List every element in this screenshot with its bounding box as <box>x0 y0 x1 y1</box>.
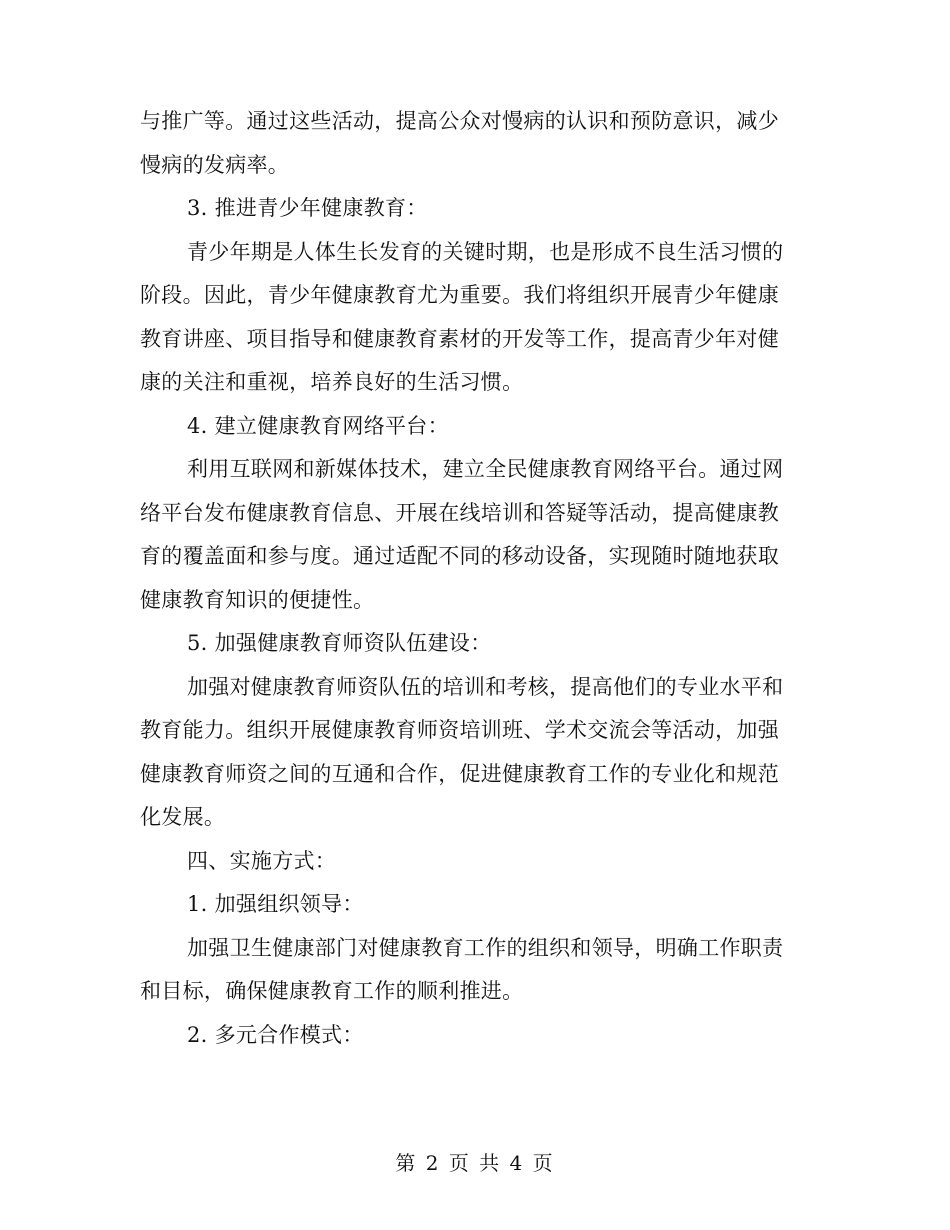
section-heading: 1. 加强组织领导： <box>187 892 364 916</box>
body-text-line: 康的关注和重视，培养良好的生活习惯。 <box>140 370 524 394</box>
section-heading: 3. 推进青少年健康教育： <box>187 196 428 220</box>
body-text-line: 健康教育知识的便捷性。 <box>140 587 375 612</box>
body-text-line: 教育能力。组织开展健康教育师资培训班、学术交流会等活动，加强 <box>140 718 779 742</box>
document-body <box>140 100 805 1057</box>
section-heading: 4. 建立健康教育网络平台： <box>187 413 449 438</box>
body-text-line: 加强卫生健康部门对健康教育工作的组织和领导，明确工作职责 <box>187 935 784 960</box>
body-text-line: 化发展。 <box>140 805 226 829</box>
body-text-line: 育的覆盖面和参与度。通过适配不同的移动设备，实现随时随地获取 <box>140 544 779 568</box>
body-text-line: 和目标，确保健康教育工作的顺利推进。 <box>140 979 524 1003</box>
body-text-line: 健康教育师资之间的互通和合作，促进健康教育工作的专业化和规范 <box>140 761 779 786</box>
page-number-footer: 第 2 页 共 4 页 <box>395 1151 555 1175</box>
body-text-line: 教育讲座、项目指导和健康教育素材的开发等工作，提高青少年对健 <box>140 326 779 351</box>
chapter-heading: 四、实施方式： <box>187 848 337 873</box>
body-text-line: 络平台发布健康教育信息、开展在线培训和答疑等活动，提高健康教 <box>140 500 779 525</box>
body-text-line: 青少年期是人体生长发育的关键时期，也是形成不良生活习惯的 <box>187 239 784 264</box>
body-text-line: 慢病的发病率。 <box>140 152 290 177</box>
section-heading: 5. 加强健康教育师资队伍建设： <box>187 631 492 655</box>
body-text-line: 加强对健康教育师资队伍的培训和考核，提高他们的专业水平和 <box>187 674 784 699</box>
body-text-line: 阶段。因此，青少年健康教育尤为重要。我们将组织开展青少年健康 <box>140 283 779 307</box>
body-text-line: 与推广等。通过这些活动，提高公众对慢病的认识和预防意识，减少 <box>140 109 779 133</box>
body-text-line: 利用互联网和新媒体技术，建立全民健康教育网络平台。通过网 <box>187 457 784 481</box>
section-heading: 2. 多元合作模式： <box>187 1022 364 1047</box>
